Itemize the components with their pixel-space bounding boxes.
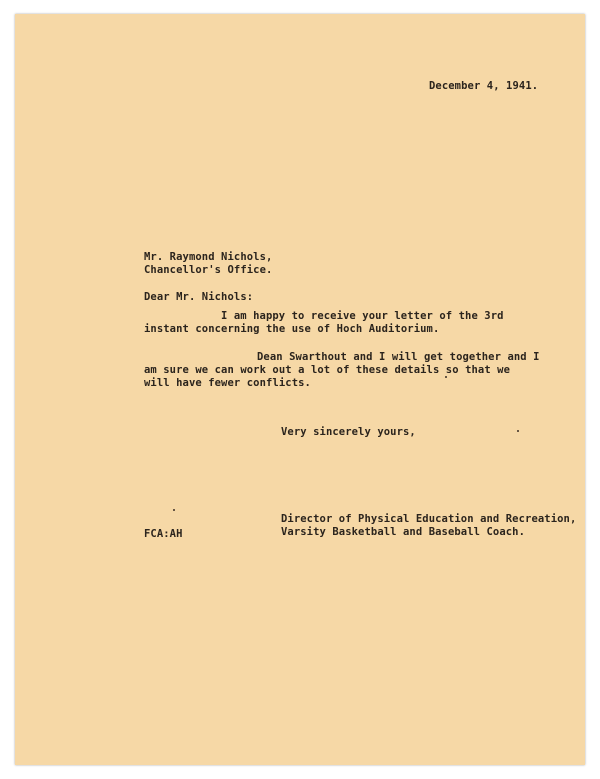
paragraph-1-line-1: I am happy to receive your letter of the 3rd <box>221 310 504 322</box>
signature-title-line-2: Varsity Basketball and Baseball Coach. <box>281 526 526 538</box>
recipient-name: Mr. Raymond Nichols, <box>144 251 273 263</box>
paper-speck <box>445 376 447 378</box>
paragraph-1-line-2: instant concerning the use of Hoch Auditorium. <box>144 323 440 335</box>
paper-speck <box>173 509 175 511</box>
paper-speck <box>517 430 519 432</box>
paragraph-2-line-1: Dean Swarthout and I will get together and I <box>257 351 540 363</box>
paragraph-2-line-3: will have fewer conflicts. <box>144 377 311 389</box>
closing: Very sincerely yours, <box>281 426 416 438</box>
signature-title-line-1: Director of Physical Education and Recreation, <box>281 513 577 525</box>
letter-date: December 4, 1941. <box>429 80 539 92</box>
letter-page <box>15 14 585 765</box>
paragraph-2-line-2: am sure we can work out a lot of these details so that we <box>144 364 511 376</box>
salutation: Dear Mr. Nichols: <box>144 291 254 303</box>
recipient-office: Chancellor's Office. <box>144 264 273 276</box>
typist-initials: FCA:AH <box>144 528 183 540</box>
